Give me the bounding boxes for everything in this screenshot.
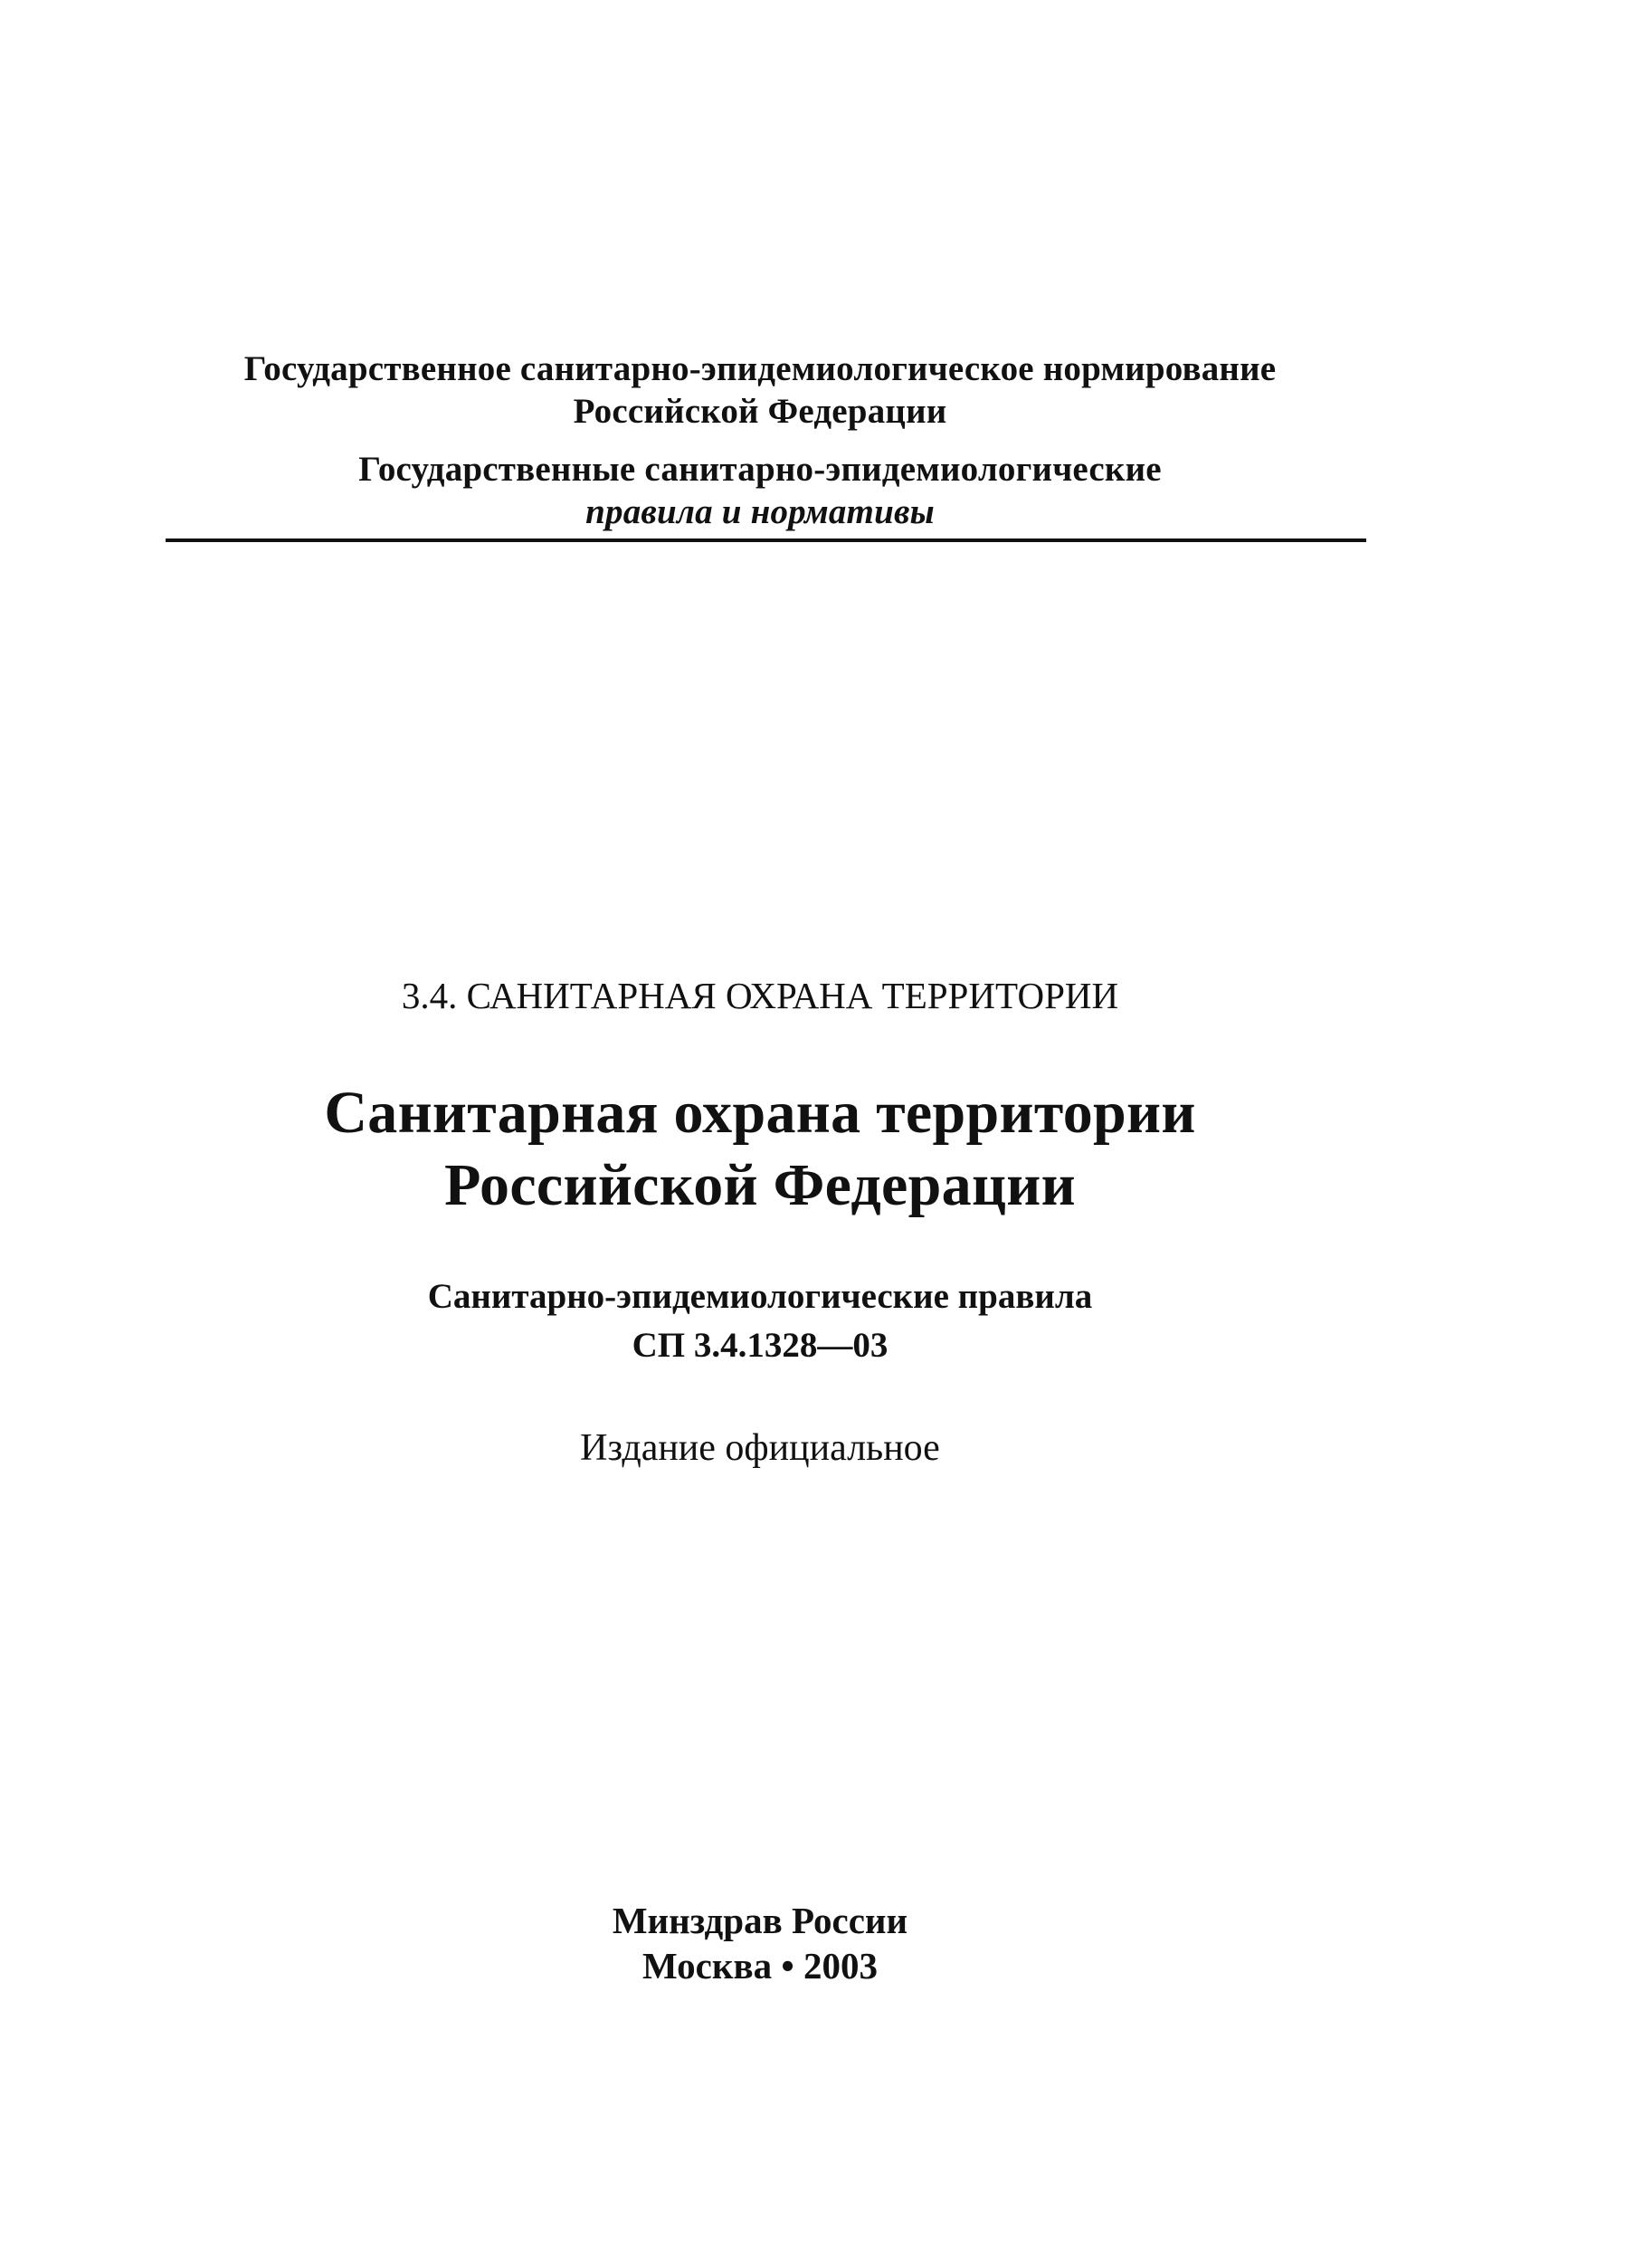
section-heading: 3.4. САНИТАРНАЯ ОХРАНА ТЕРРИТОРИИ: [401, 975, 1119, 1016]
header-line-3: Государственные санитарно-эпидемиологические: [358, 450, 1162, 489]
publisher-name: Минздрав России: [612, 1900, 908, 1941]
header-line-4: правила и нормативы: [585, 492, 935, 531]
edition-label: Издание официальное: [580, 1427, 940, 1469]
subtitle-line-1: Санитарно-эпидемиологические правила: [427, 1277, 1093, 1316]
header-divider: [166, 538, 1366, 542]
document-title-line-1: Санитарная охрана территории: [324, 1080, 1196, 1146]
publisher-place-year: Москва • 2003: [642, 1945, 878, 1987]
header-line-2: Российской Федерации: [573, 392, 947, 431]
header-line-1: Государственное санитарно-эпидемиологическое нормирование: [243, 349, 1277, 388]
document-title-line-2: Российской Федерации: [444, 1152, 1076, 1218]
document-code: СП 3.4.1328—03: [632, 1326, 889, 1365]
